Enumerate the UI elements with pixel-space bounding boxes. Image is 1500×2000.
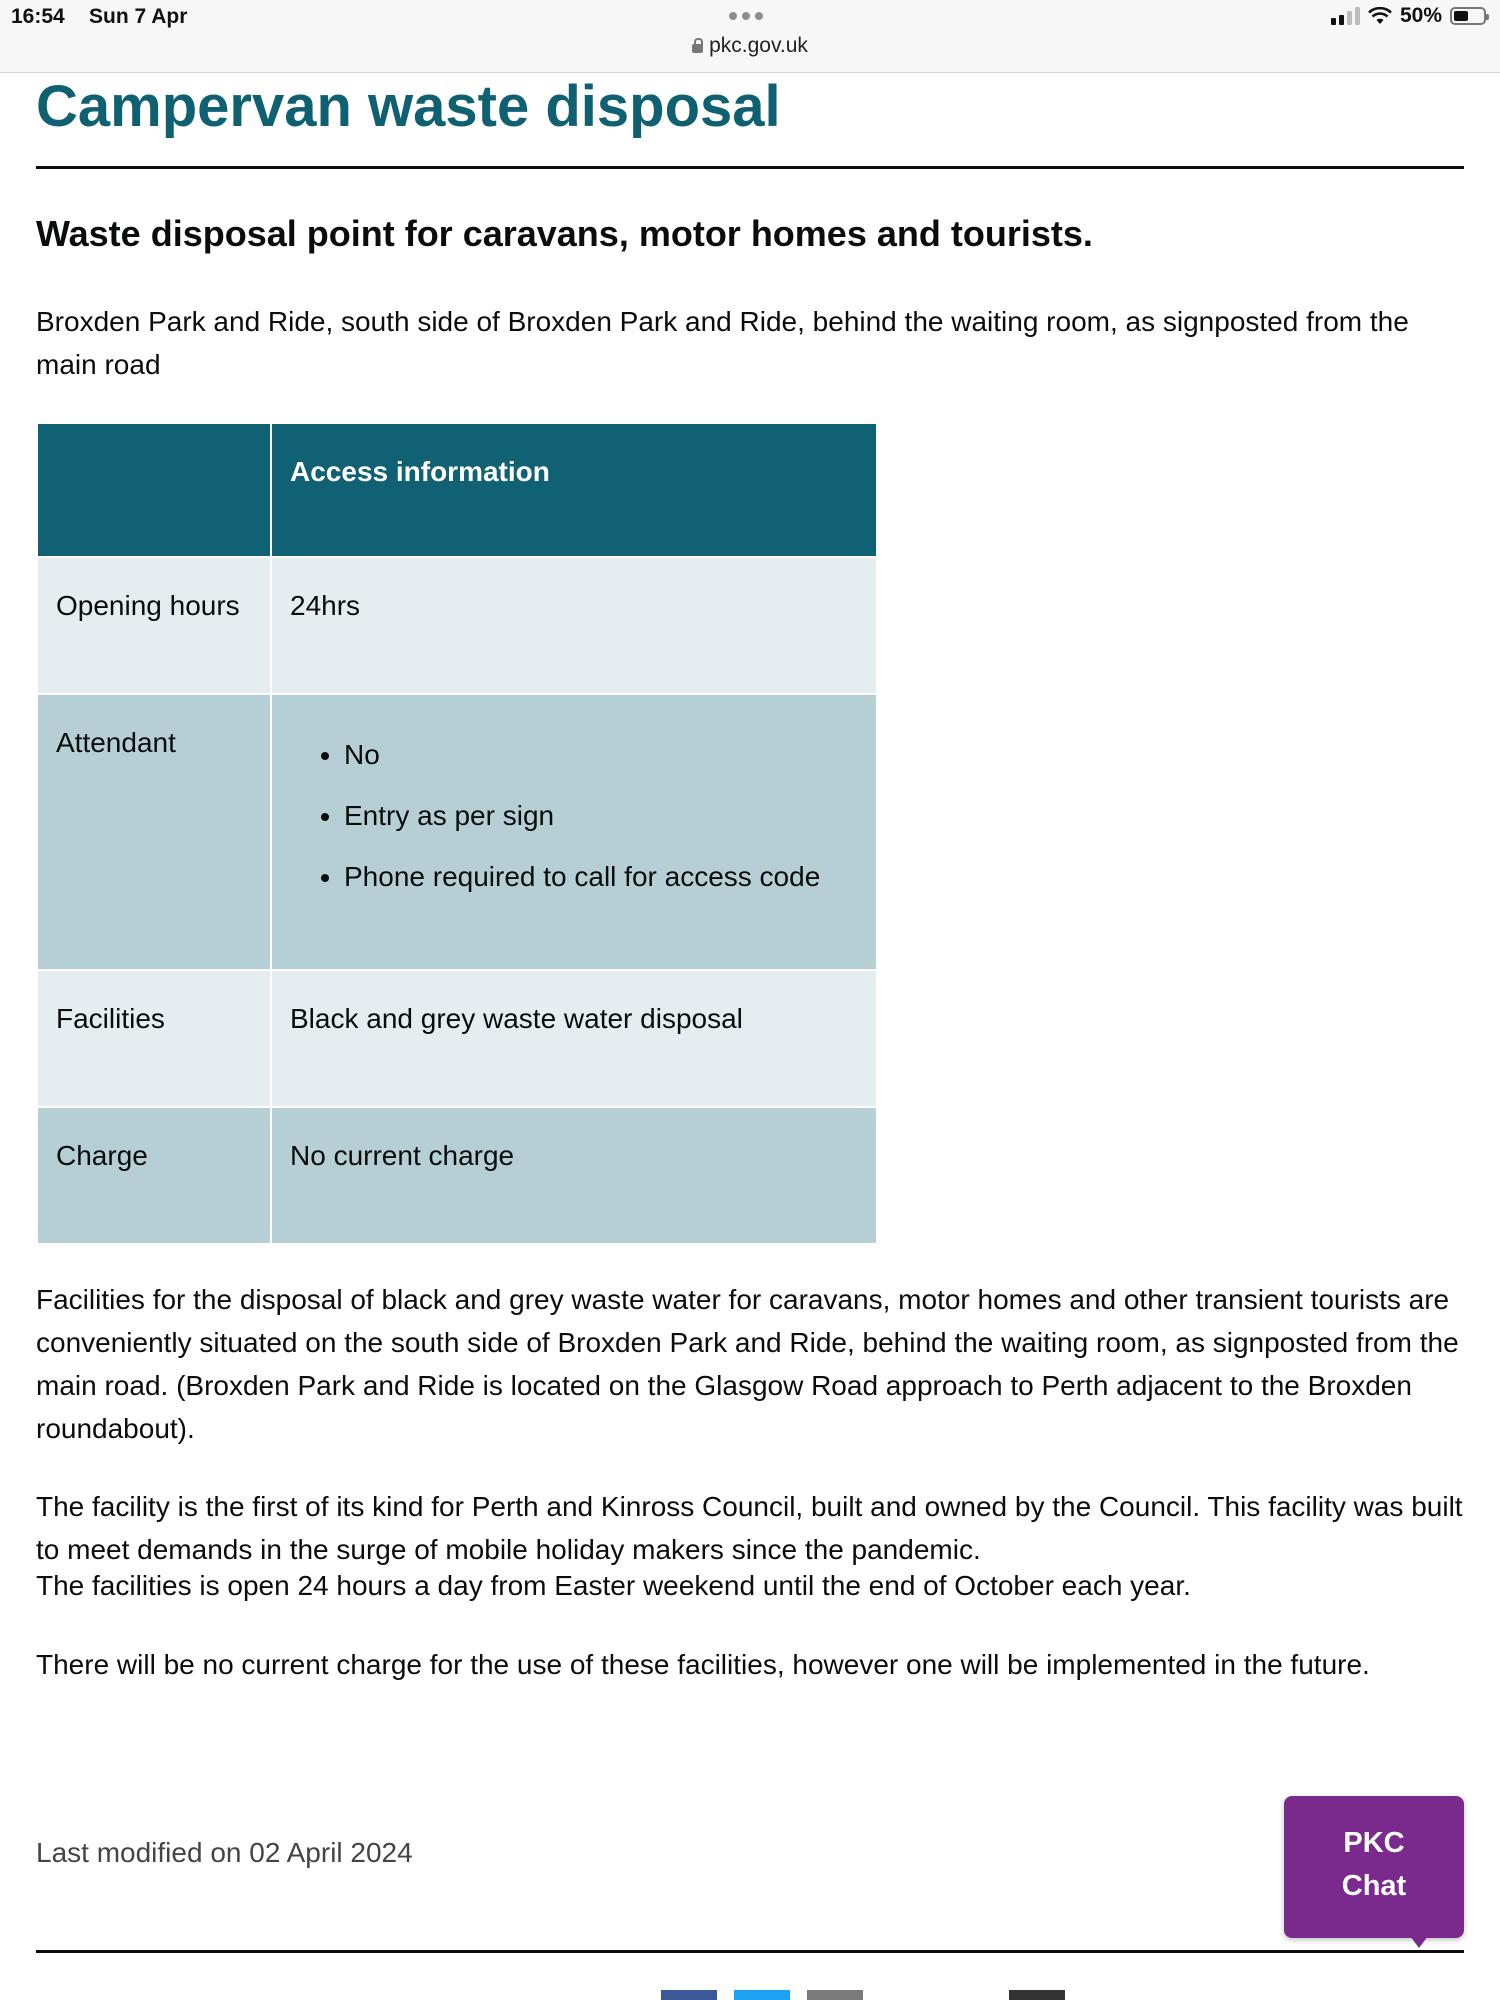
table-header-blank [37,423,271,557]
access-table [36,422,878,1245]
body-paragraph: The facility is the first of its kind for Perth and Kinross Council, built and owned by the Council. This facility was built to meet demands in the surge of mobile holiday makers since the pandemic. [36,1491,1463,1565]
row-value: 24hrs [271,557,877,694]
more-options-icon[interactable] [729,12,763,20]
table-row [37,1107,877,1244]
status-date: Sun 7 Apr [89,5,188,28]
intro-text: Broxden Park and Ride, south side of Broxden Park and Ride, behind the waiting room, as signposted from the main road [36,306,1409,380]
print-icon[interactable] [1009,1990,1065,2000]
row-label: Facilities [37,970,271,1107]
status-indicators [1331,4,1486,28]
page-title: Campervan waste disposal [36,74,781,139]
list-item: • Entry as per sign [344,785,858,846]
title-divider [36,166,1464,169]
pkc-chat-button[interactable] [1284,1796,1464,1938]
attendant-list [290,724,858,907]
chat-label-line1: PKC [1343,1827,1405,1859]
chat-bubble-tail [1407,1932,1431,1948]
address-bar[interactable] [0,34,1500,58]
wifi-icon [1368,7,1392,25]
row-label: Opening hours [37,557,271,694]
twitter-share-icon[interactable] [734,1990,790,2000]
email-share-icon[interactable] [807,1990,863,2000]
footer-divider [36,1950,1464,1953]
lock-icon [692,44,703,53]
chat-label-line2: Chat [1341,1870,1407,1902]
row-value: No current charge [271,1107,877,1244]
body-paragraph: Facilities for the disposal of black and grey waste water for caravans, motor homes and other transient tourists are conveniently situated on the south side of Broxden Park and Ride, behind the waiting room, as signposted from the main road. (Broxden Park and Ride is located on the Glasgow Road approach to Perth adjacent to the Broxden roundabout). [36,1284,1459,1444]
body-paragraph: The facilities is open 24 hours a day from Easter weekend until the end of October each year. [36,1570,1191,1601]
row-label: Attendant [37,694,271,970]
table-row [37,970,877,1107]
last-modified: Last modified on 02 April 2024 [36,1837,413,1868]
page-subtitle: Waste disposal point for caravans, motor homes and tourists. [36,213,1093,254]
table-header-row [37,423,877,557]
body-paragraph: There will be no current charge for the use of these facilities, however one will be implemented in the future. [36,1649,1370,1680]
table-row [37,557,877,694]
status-bar [0,0,1500,73]
row-label: Charge [37,1107,271,1244]
battery-percent: 50% [1399,4,1442,27]
status-time: 16:54 [11,5,65,28]
list-item: • No [344,724,858,785]
table-row [37,694,877,970]
row-value: Black and grey waste water disposal [271,970,877,1107]
row-value [271,694,877,970]
signal-icon [1331,7,1360,25]
battery-icon [1450,7,1486,25]
facebook-share-icon[interactable] [661,1990,717,2000]
url-text: pkc.gov.uk [709,34,808,57]
list-item: • Phone required to call for access code [344,846,858,907]
table-header-access: Access information [271,423,877,557]
